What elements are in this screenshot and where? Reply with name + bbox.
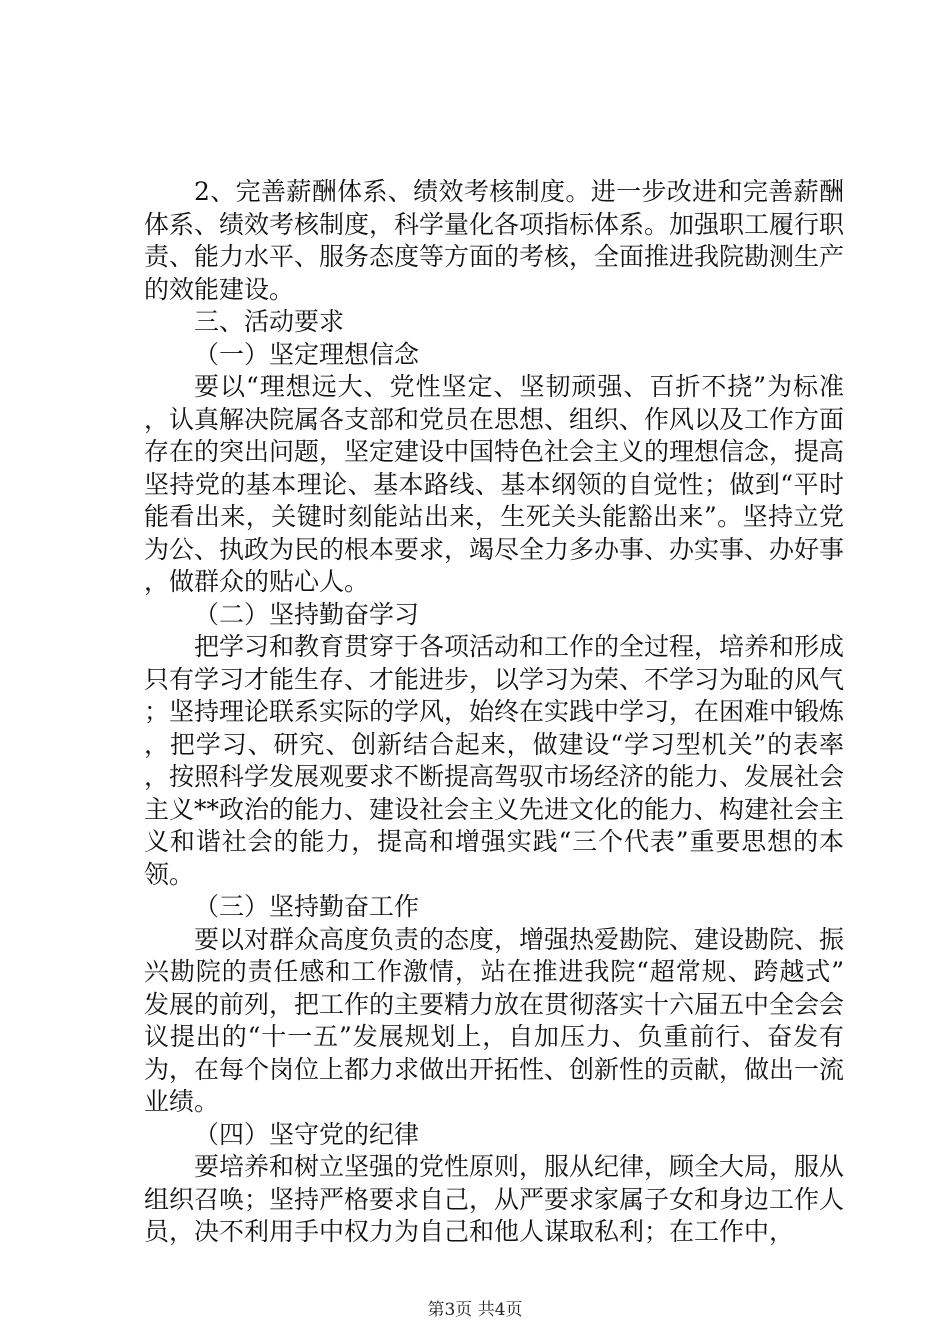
- paragraph-ideals: 要以“理想远大、党性坚定、坚韧顽强、百折不挠”为标准，认真解决院属各支部和党员在思想、组织、作风以及工作方面存在的突出问题，坚定建设中国特色社会主义的理想信念，提高坚持党的基本理论、基本路线、基本纲领的自觉性；做到“平时能看出来，关键时刻能站出来，生死关头能豁出来”。坚持立党为公、执政为民的根本要求，竭尽全力多办事、办实事、办好事，做群众的贴心人。: [144, 372, 845, 596]
- subheading-discipline: （四）坚守党的纪律: [194, 1119, 420, 1149]
- paragraph-work: 要以对群众高度负责的态度，增强热爱勘院、建设勘院、振兴勘院的责任感和工作激情，站在推进我院“超常规、跨越式”发展的前列，把工作的主要精力放在贯彻落实十六届五中全会会议提出的“十一五”发展规划上，自加压力、负重前行、奋发有为，在每个岗位上都力求做出开拓性、创新性的贡献，做出一流业绩。: [144, 924, 845, 1116]
- document-body: [144, 176, 844, 1249]
- section-heading-activity-requirements: 三、活动要求: [194, 307, 345, 336]
- paragraph-study: 把学习和教育贯穿于各项活动和工作的全过程，培养和形成只有学习才能生存、才能进步，以学习为荣、不学习为耻的风气；坚持理论联系实际的学风，始终在实践中学习，在困难中锻炼，把学习、研究、创新结合起来，做建设“学习型机关”的表率，按照科学发展观要求不断提高驾驭市场经济的能力、发展社会主义**政治的能力、建设社会主义先进文化的能力、构建社会主义和谐社会的能力，提高和增强实践“三个代表”重要思想的本领。: [144, 632, 845, 889]
- paragraph-salary-system: 2、完善薪酬体系、绩效考核制度。进一步改进和完善薪酬体系、绩效考核制度，科学量化各项指标体系。加强职工履行职责、能力水平、服务态度等方面的考核，全面推进我院勘测生产的效能建设。: [144, 177, 845, 304]
- page-footer: 第3页 共4页: [427, 1300, 523, 1320]
- paragraph-discipline: 要培养和树立坚强的党性原则，服从纪律，顾全大局，服从组织召唤；坚持严格要求自己，从严要求家属子女和身边工作人员，决不利用手中权力为自己和他人谋取私利；在工作中，: [144, 1152, 845, 1246]
- subheading-study: （二）坚持勤奋学习: [194, 599, 420, 629]
- subheading-work: （三）坚持勤奋工作: [194, 892, 420, 921]
- subheading-ideals: （一）坚定理想信念: [194, 339, 420, 369]
